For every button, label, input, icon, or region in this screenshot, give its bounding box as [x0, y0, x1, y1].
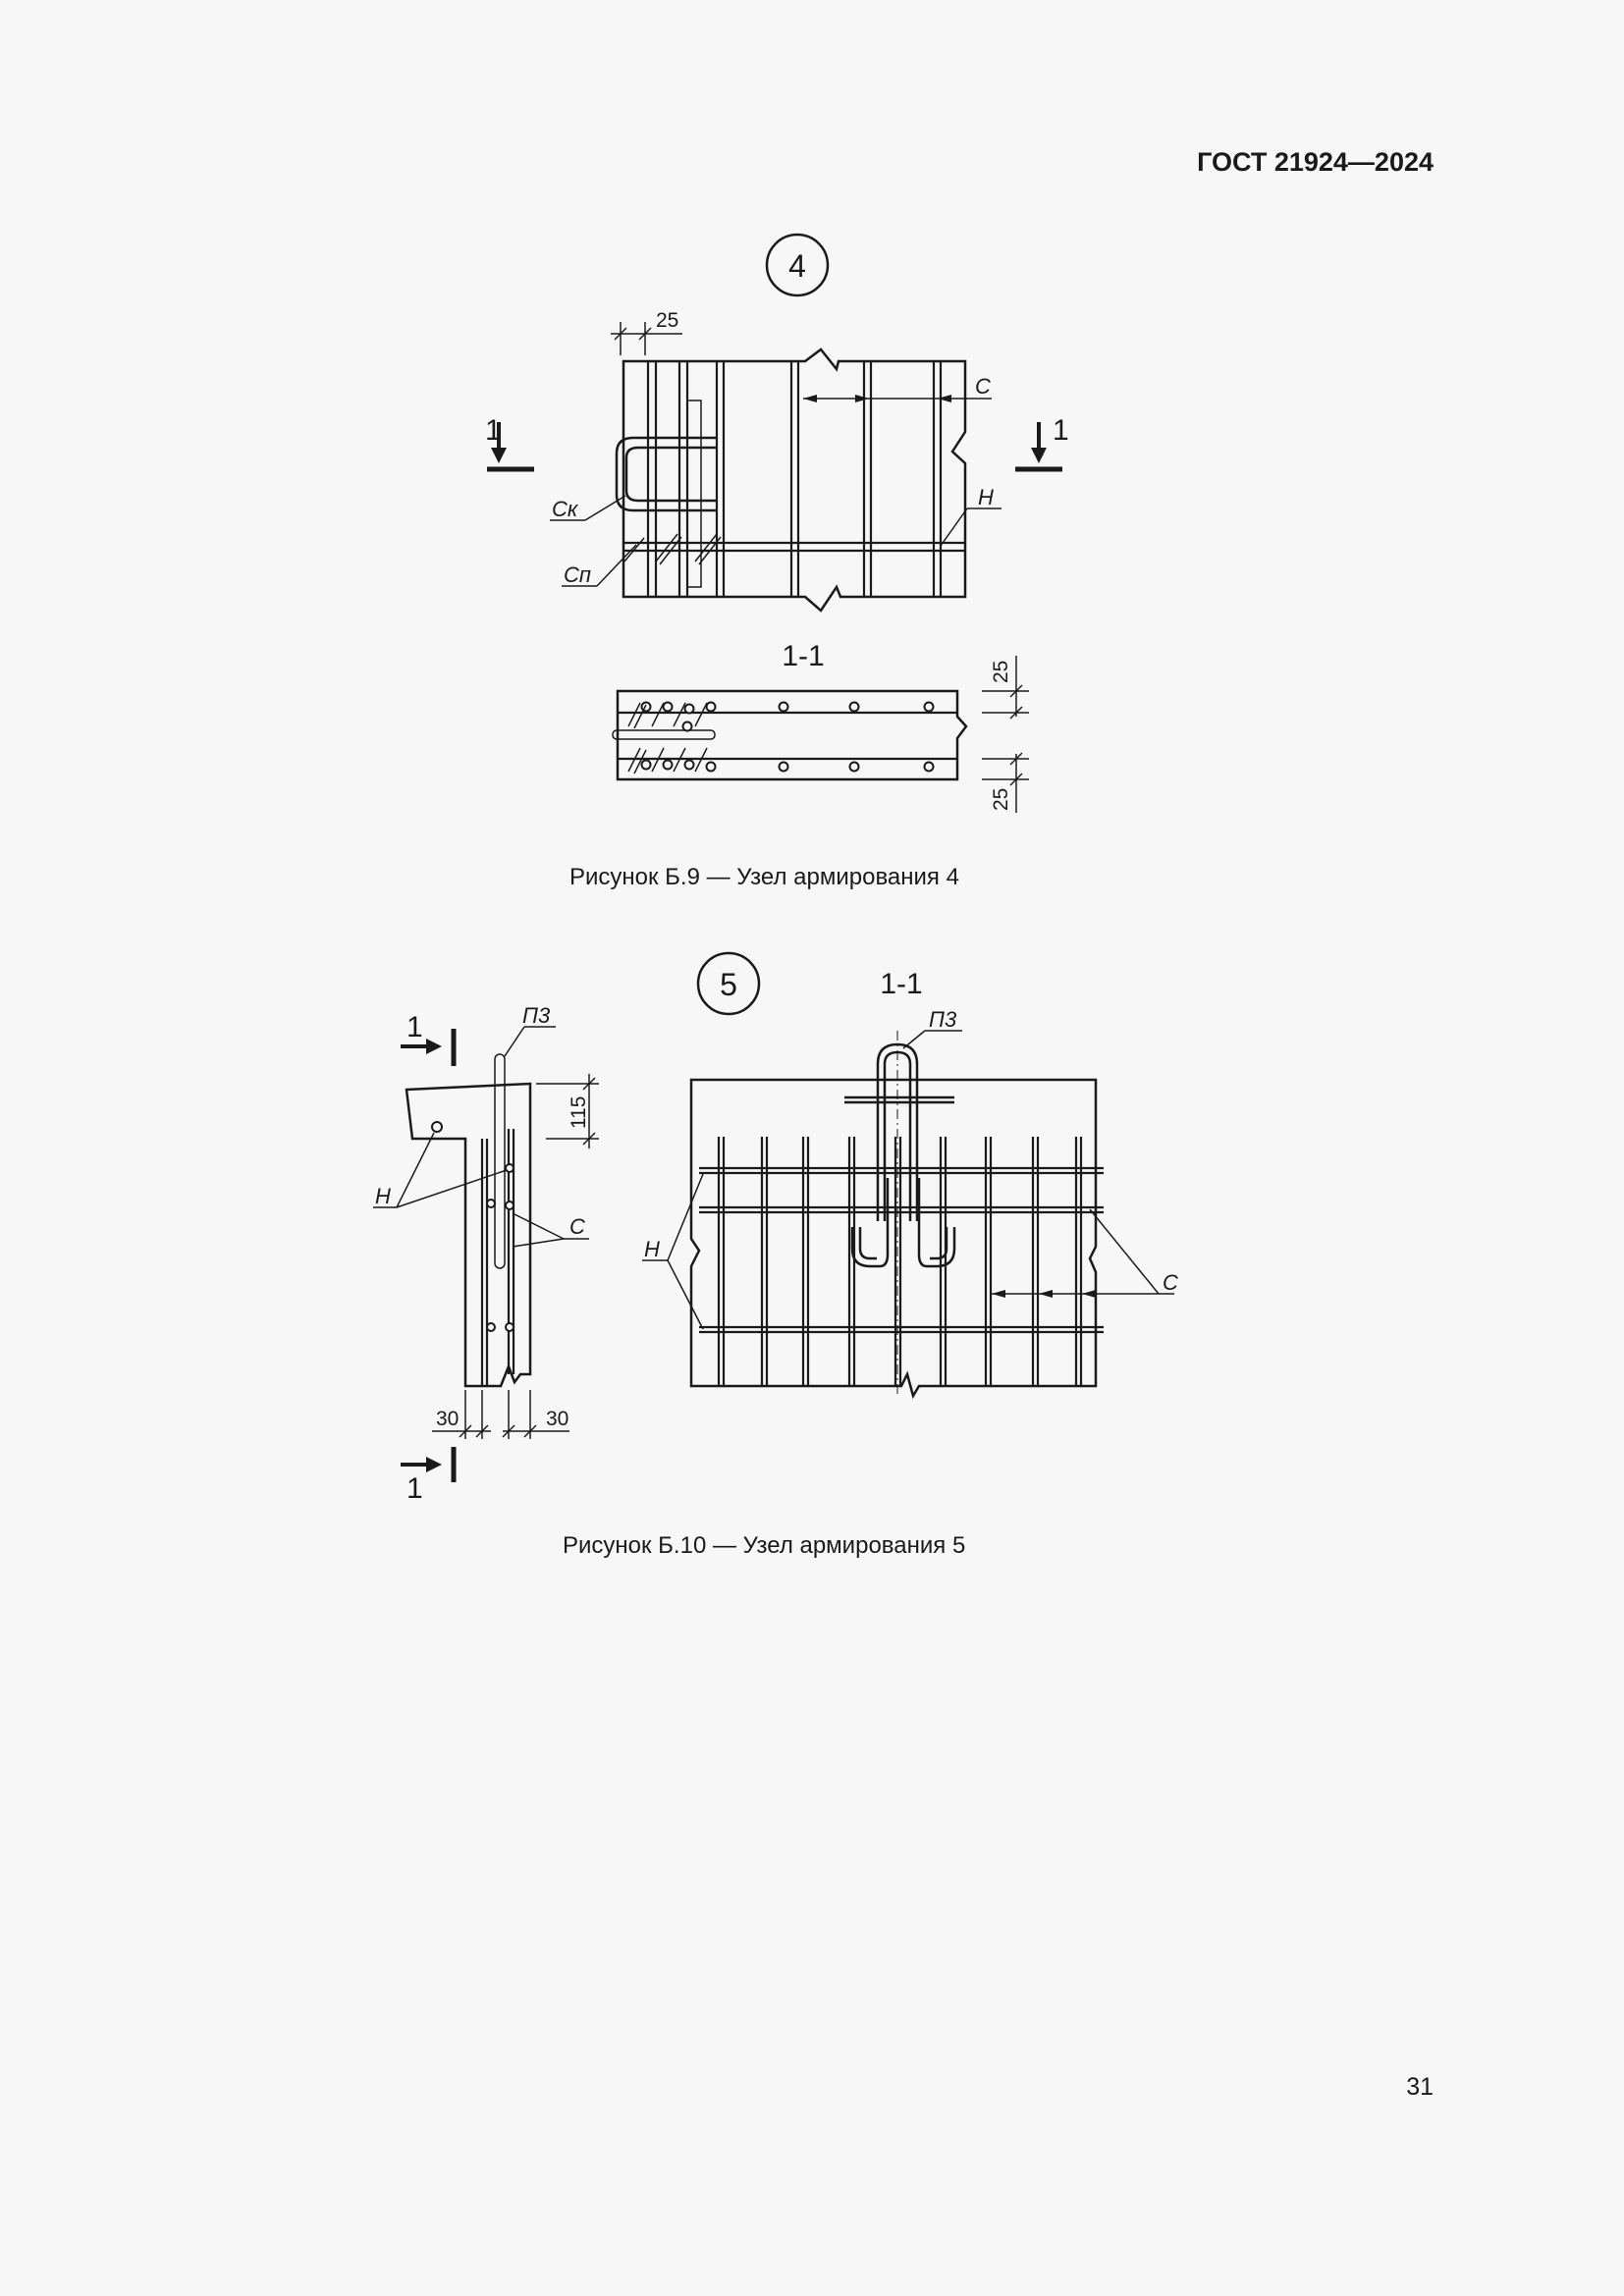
svg-text:П3: П3: [929, 1007, 957, 1032]
svg-text:25: 25: [990, 660, 1012, 683]
section-cut-bottom: [401, 1447, 454, 1505]
page-number: 31: [1406, 2073, 1434, 2101]
svg-text:1: 1: [1053, 414, 1069, 447]
plan-inner-bar: [687, 400, 701, 587]
node-marker-label: 4: [788, 248, 806, 284]
svg-text:25: 25: [990, 787, 1012, 811]
document-header: ГОСТ 21924—2024: [1197, 147, 1434, 177]
plan-horizontal-bars: [623, 543, 965, 551]
section-title: 1-1: [880, 968, 923, 1000]
section-horizontal-bars: [618, 713, 957, 759]
svg-text:1: 1: [485, 414, 502, 447]
svg-text:1: 1: [406, 1472, 423, 1505]
svg-text:25: 25: [656, 309, 679, 332]
plan-diagonal-bars: [624, 534, 721, 564]
dimension-115: [536, 1074, 599, 1148]
node-marker-label: 5: [720, 967, 737, 1002]
dimension-25-top: [611, 309, 682, 355]
figure-10-drawing: [373, 953, 1178, 1505]
svg-text:30: 30: [436, 1408, 460, 1430]
section-cut-left: [485, 414, 534, 469]
svg-text:Сп: Сп: [564, 562, 591, 587]
profile-outline: [406, 1084, 530, 1386]
svg-text:115: 115: [568, 1095, 590, 1129]
svg-text:30: 30: [546, 1408, 569, 1430]
svg-text:С: С: [569, 1214, 585, 1239]
svg-text:Н: Н: [978, 485, 994, 509]
section-loop: [613, 730, 715, 739]
profile-dots: [432, 1122, 514, 1331]
figure-caption: Рисунок Б.10 — Узел армирования 5: [563, 1532, 966, 1559]
svg-text:Ск: Ск: [552, 497, 578, 521]
section-outline-right: [691, 1080, 1096, 1396]
svg-text:С: С: [975, 374, 991, 399]
svg-text:П3: П3: [522, 1003, 551, 1028]
plan-outline: [623, 349, 965, 611]
svg-text:Н: Н: [375, 1184, 391, 1208]
svg-text:С: С: [1163, 1270, 1178, 1295]
dimension-30: [432, 1390, 569, 1439]
section-cut-right: [1015, 414, 1069, 469]
figure-9-drawing: [485, 235, 1069, 813]
figure-caption: Рисунок Б.9 — Узел армирования 4: [569, 864, 959, 890]
svg-text:Н: Н: [644, 1237, 660, 1261]
section-dimensions: [982, 656, 1029, 813]
svg-text:1: 1: [406, 1011, 423, 1043]
plan-vertical-bars: [648, 361, 941, 597]
section-title: 1-1: [782, 640, 825, 672]
section-cut-top: [401, 1011, 454, 1066]
